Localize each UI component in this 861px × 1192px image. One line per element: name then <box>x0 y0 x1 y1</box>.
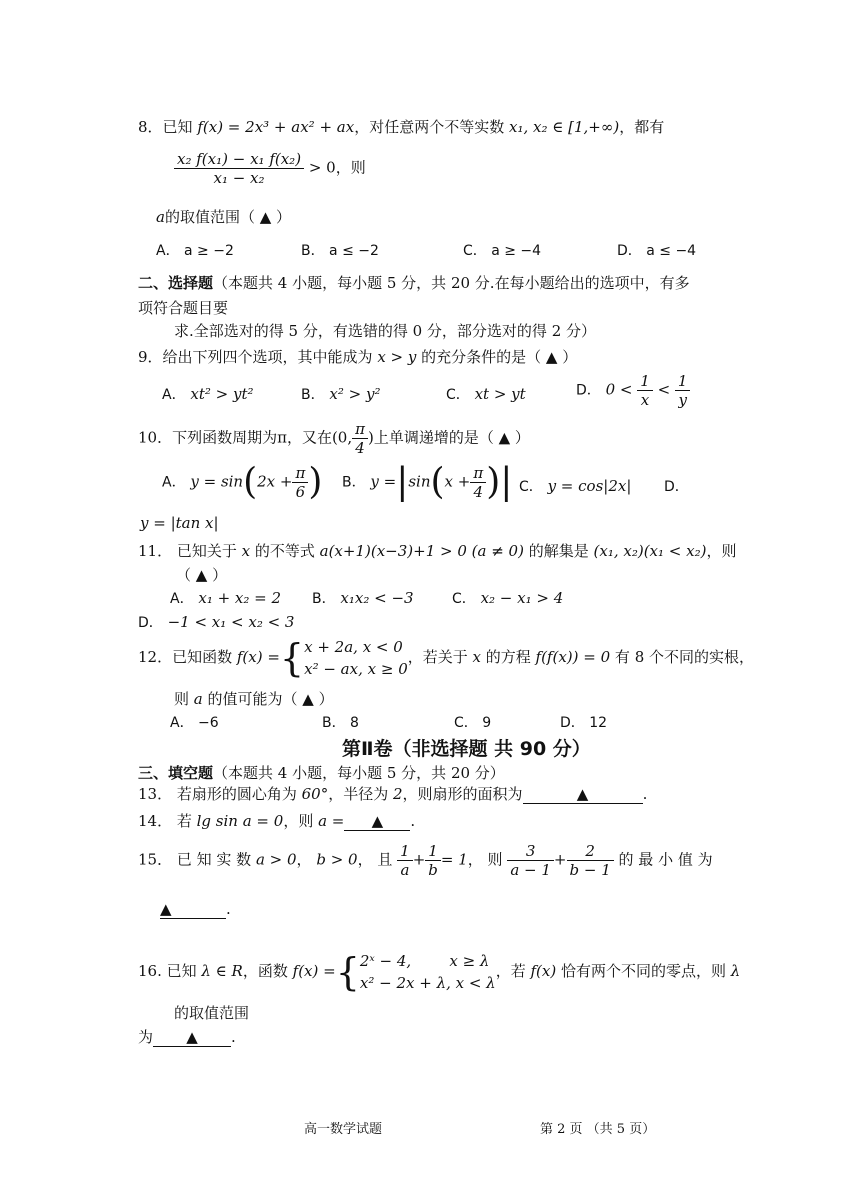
q8-fraction: $\frac{\text{x₂ f(x₁) − x₁ f(x₂)}}{\text{x₁ − x₂}}$ <box>174 150 304 187</box>
q11-answer-paren: （ ▲ ） <box>176 566 228 584</box>
question-15-answer: ▲ . <box>160 900 231 918</box>
question-8-line3: a的取值范围（ ▲ ） <box>156 208 292 226</box>
question-13: 13． 若扇形的圆心角为 60°，半径为 2，则扇形的面积为 ▲ . <box>138 785 648 803</box>
footer-page-number: 第 2 页 （共 5 页） <box>540 1122 656 1137</box>
q11-option-c: C． x₂ − x₁ > 4 <box>452 589 564 607</box>
q10-option-c: C． y = cos|2x| <box>519 477 632 495</box>
q12-option-b: B． 8 <box>322 715 359 731</box>
q8-option-c: C． a ≥ −4 <box>463 243 542 259</box>
q10-option-d-label: D． <box>664 479 689 495</box>
q12-option-c: C． 9 <box>454 715 492 731</box>
q9-option-d: D． 0 < $\frac{1}{x}$ < $\frac{1}{y}$ <box>576 372 690 409</box>
section-3-title: 三、填空题 <box>138 764 214 782</box>
q16-answer-blank[interactable]: ▲ <box>153 1028 231 1047</box>
q14-answer-blank[interactable]: ▲ <box>344 812 410 831</box>
question-12-stem: 12．已知函数 f(x) ={ x + 2a, x < 0 x² − ax, x ≥ 0 ，若关于 x 的方程 f(f(x)) = 0 有 8 个不同的实根， <box>138 636 755 680</box>
question-16-line3: 为 ▲ . <box>138 1028 236 1046</box>
question-16: 16. 已知 λ ∈ R，函数 f(x) ={ 2ˣ − 4, x ≥ λ x² − 2x + λ, x < λ ，若 f(x) 恰有两个不同的零点，则 λ <box>138 950 741 994</box>
q8-option-b: B． a ≤ −2 <box>301 243 379 259</box>
section-2-heading: 二、选择题（本题共 4 小题，每小题 5 分，共 20 分.在每小题给出的选项中，有多 <box>138 274 690 292</box>
q12-option-a: A． −6 <box>170 715 219 731</box>
question-16-line2: 的取值范围 <box>174 1004 250 1022</box>
q12-piecewise: x + 2a, x < 0 x² − ax, x ≥ 0 <box>304 638 408 678</box>
section-2-title: 二、选择题 <box>138 274 214 292</box>
question-9-stem: 9．给出下列四个选项，其中能成为 x > y 的充分条件的是（ ▲ ） <box>138 348 578 366</box>
q11-option-b: B． x₁x₂ < −3 <box>312 589 414 607</box>
q11-option-d: D． −1 < x₁ < x₂ < 3 <box>138 613 295 631</box>
q10-option-b: B． y =|sin(x + $\frac{\pi}{4}$ )| <box>342 461 513 503</box>
question-12-line2: 则 a 的值可能为（ ▲ ） <box>174 690 334 708</box>
q15-answer-blank[interactable]: ▲ <box>160 900 226 919</box>
q9-option-c: C． xt > yt <box>446 385 526 403</box>
q13-answer-blank[interactable]: ▲ <box>523 785 643 804</box>
section-3-heading: 三、填空题（本题共 4 小题，每小题 5 分，共 20 分） <box>138 764 505 782</box>
q10-option-d: y = |tan x| <box>140 514 219 532</box>
q16-piecewise: 2ˣ − 4, x ≥ λ x² − 2x + λ, x < λ <box>359 952 496 992</box>
question-10-stem: 10．下列函数周期为π，又在(0, $\frac{\pi}{4}$ )上单调递增的是（ ▲ ） <box>138 420 530 457</box>
question-11-stem: 11． 已知关于 x 的不等式 a(x+1)(x−3)+1 > 0 (a ≠ 0) 的解集是 (x₁, x₂)(x₁ < x₂)，则 <box>138 542 737 560</box>
question-15: 15． 已 知 实 数 a > 0， b > 0， 且 $\frac{1}{a}$ + $\frac{1}{b}$ = 1， 则 $\frac{3}{a - 1}$ + $\frac{2}{b - 1}$ 的 最 小 值 为 <box>138 842 713 879</box>
q8-option-d: D． a ≤ −4 <box>617 243 697 259</box>
q9-option-b: B． x² > y² <box>301 385 381 403</box>
q11-option-a: A． x₁ + x₂ = 2 <box>170 589 282 607</box>
q10-option-a: A． y = sin(2x + $\frac{\pi}{6}$ ) <box>162 461 323 503</box>
section-2-desc3: 求.全部选对的得 5 分，有选错的得 0 分，部分选对的得 2 分） <box>174 322 597 340</box>
footer-subject: 高一数学试题 <box>304 1122 383 1137</box>
q8-option-a: A． a ≥ −2 <box>156 243 234 259</box>
question-8-fraction-line: $\frac{\text{x₂ f(x₁) − x₁ f(x₂)}}{\text{x₁ − x₂}}$ > 0，则 <box>174 150 366 187</box>
q8-set: x₁, x₂ ∈ [1,+∞) <box>508 118 620 136</box>
q8-function: f(x) = 2x³ + ax² + ax <box>197 118 355 136</box>
q9-option-a: A． xt² > yt² <box>162 385 254 403</box>
q12-option-d: D． 12 <box>560 715 608 731</box>
question-8-line1: 8．已知 f(x) = 2x³ + ax² + ax，对任意两个不等实数 x₁, x₂ ∈ [1,+∞)，都有 <box>138 118 665 136</box>
question-14: 14． 若 lg sin a = 0，则 a = ▲ . <box>138 812 416 830</box>
part-2-title: 第Ⅱ卷（非选择题 共 90 分） <box>342 738 591 760</box>
section-2-desc2: 项符合题目要 <box>138 299 229 317</box>
